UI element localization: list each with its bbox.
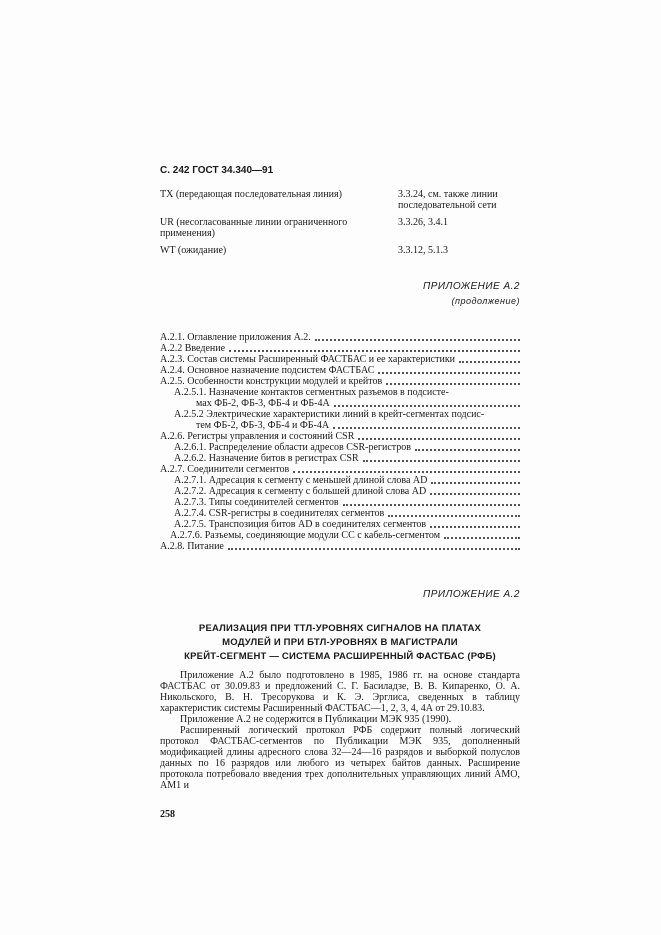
dot-leader — [415, 449, 520, 451]
toc-entry-label: A.2.8. Питание — [160, 541, 224, 552]
toc-entry-label: A.2.2 Введение — [160, 343, 226, 354]
dot-leader — [343, 504, 520, 506]
toc-entry-label: A.2.4. Основное назначение подсистем ФАСТБАС — [160, 365, 375, 376]
title-line: КРЕЙТ-СЕГМЕНТ — СИСТЕМА РАСШИРЕННЫЙ ФАСТБАС (РФБ) — [184, 651, 496, 662]
term-row — [160, 217, 520, 239]
toc-entry-label: A.2.7.6. Разъемы, соединяющие модули СС с кабель-сегментом — [170, 530, 441, 541]
toc-entry-label: A.2.6.2. Назначение битов в регистрах CSR — [174, 453, 359, 464]
toc-entry — [160, 398, 520, 409]
dot-leader — [378, 372, 520, 374]
appendix-heading: ПРИЛОЖЕНИЕ А.2 — [422, 281, 520, 292]
toc-entry — [160, 409, 520, 420]
dot-leader — [293, 471, 520, 473]
dot-leader — [334, 405, 520, 407]
toc-entry-label: A.2.1. Оглавление приложения А.2. — [160, 332, 311, 343]
term: WT (ожидание) — [160, 245, 227, 256]
dot-leader — [459, 361, 520, 363]
term: TX (передающая последовательная линия) — [160, 189, 342, 200]
dot-leader — [358, 438, 520, 440]
appendix-continued: (продолжение) — [451, 296, 520, 306]
appendix-heading: ПРИЛОЖЕНИЕ А.2 — [422, 589, 520, 600]
toc-entry-label: A.2.7.3. Типы соединителей сегментов — [174, 497, 339, 508]
dot-leader — [430, 493, 520, 495]
toc-entry-label: A.2.5.2 Электрические характеристики линий в крейт-сегментах подсис- — [174, 409, 485, 420]
toc-entry-label: A.2.7.4. CSR-регистры в соединителях сегментов — [174, 508, 385, 519]
page-number: 258 — [160, 809, 175, 820]
toc-entry-label: мах ФБ-2, ФБ-3, ФБ-4 и ФБ-4А — [196, 398, 330, 409]
paragraph: Приложение А.2 было подготовлено в 1985, 1986 гг. на основе стандарта ФАСТБАС от 30.09.83 и предложений С. Г. Басиладзе, В. В. Кипаренко, О. А. Никольского, В. Н. Тресорукова и К. Э. Эрглиса, сведенных в таблицу характеристик системы Расширенный ФАСТБАС—1, 2, 3, 4, 4А от 29.10.83. — [160, 670, 520, 714]
title-line: РЕАЛИЗАЦИЯ ПРИ ТТЛ-УРОВНЯХ СИГНАЛОВ НА ПЛАТАХ — [198, 623, 482, 634]
title-line: МОДУЛЕЙ И ПРИ БТЛ-УРОВНЯХ В МАГИСТРАЛИ — [222, 637, 458, 648]
toc-entry-label: A.2.7.5. Транспозиция битов AD в соединителях сегментов — [174, 519, 427, 530]
toc-entry — [160, 387, 520, 398]
term-row — [160, 245, 520, 256]
dot-leader — [444, 537, 520, 539]
dot-leader — [363, 460, 520, 462]
term-row — [160, 189, 520, 211]
toc-entry — [160, 354, 520, 365]
toc-entry — [160, 486, 520, 497]
toc-entry-label: A.2.6. Регистры управления и состояний CSR — [160, 431, 355, 442]
toc-entry — [160, 453, 520, 464]
toc-entry — [160, 530, 520, 541]
toc-entry — [160, 508, 520, 519]
toc-entry — [160, 519, 520, 530]
toc-entry — [160, 541, 520, 552]
dot-leader — [431, 482, 520, 484]
dot-leader — [430, 526, 520, 528]
term-ref: 3.3.12, 5.1.3 — [398, 245, 448, 256]
page-column — [160, 165, 520, 821]
dot-leader — [386, 383, 520, 385]
body-text — [160, 670, 520, 791]
dot-leader — [229, 350, 520, 352]
toc-entry — [160, 431, 520, 442]
term: UR (несогласованные линии ограниченного применения) — [160, 217, 348, 239]
terms-list — [160, 189, 520, 256]
toc-entry — [160, 420, 520, 431]
paragraph: Приложение А.2 не содержится в Публикации МЭК 935 (1990). — [180, 714, 452, 725]
toc-entry — [160, 332, 520, 343]
dot-leader — [228, 548, 520, 550]
page-header: С. 242 ГОСТ 34.340—91 — [160, 165, 274, 176]
paragraph: Расширенный логический протокол РФБ содержит полный логический протокол ФАСТБАС-сегментов по Публикации МЭК 935, дополненный модификацией длины адресного слова 32—24—16 разрядов и выборкой полуслов данных по 16 разрядов или любого из четырех байтов данных. Расширение протокола потребовало введения трех дополнительных управляющих линий АМО, АМ1 и — [160, 725, 520, 791]
term-ref: 3.3.24, см. также линии последовательной сети — [398, 189, 498, 211]
toc-entry-label: A.2.6.1. Распределение области адресов CSR-регистров — [174, 442, 411, 453]
dot-leader — [333, 427, 520, 429]
toc-entry — [160, 464, 520, 475]
toc-entry — [160, 376, 520, 387]
toc-entry-label: A.2.7. Соединители сегментов — [160, 464, 290, 475]
toc-entry-label: тем ФБ-2, ФБ-3, ФБ-4 и ФБ-4А — [196, 420, 330, 431]
toc-entry-label: A.2.7.1. Адресация к сегменту с меньшей длиной слова AD — [174, 475, 428, 486]
toc-entry — [160, 365, 520, 376]
section-title — [160, 622, 520, 664]
toc-entry — [160, 442, 520, 453]
dot-leader — [388, 515, 520, 517]
toc-entry-label: A.2.5.1. Назначение контактов сегментных разъемов в подсисте- — [174, 387, 449, 398]
toc-entry — [160, 475, 520, 486]
table-of-contents — [160, 332, 520, 552]
term-ref: 3.3.26, 3.4.1 — [398, 217, 448, 228]
toc-entry — [160, 497, 520, 508]
toc-entry-label: A.2.5. Особенности конструкции модулей и крейтов — [160, 376, 383, 387]
dot-leader — [315, 339, 520, 341]
toc-entry-label: A.2.3. Состав системы Расширенный ФАСТБАС и ее характеристики — [160, 354, 456, 365]
toc-entry-label: A.2.7.2. Адресация к сегменту с большей длиной слова AD — [174, 486, 427, 497]
toc-entry — [160, 343, 520, 354]
